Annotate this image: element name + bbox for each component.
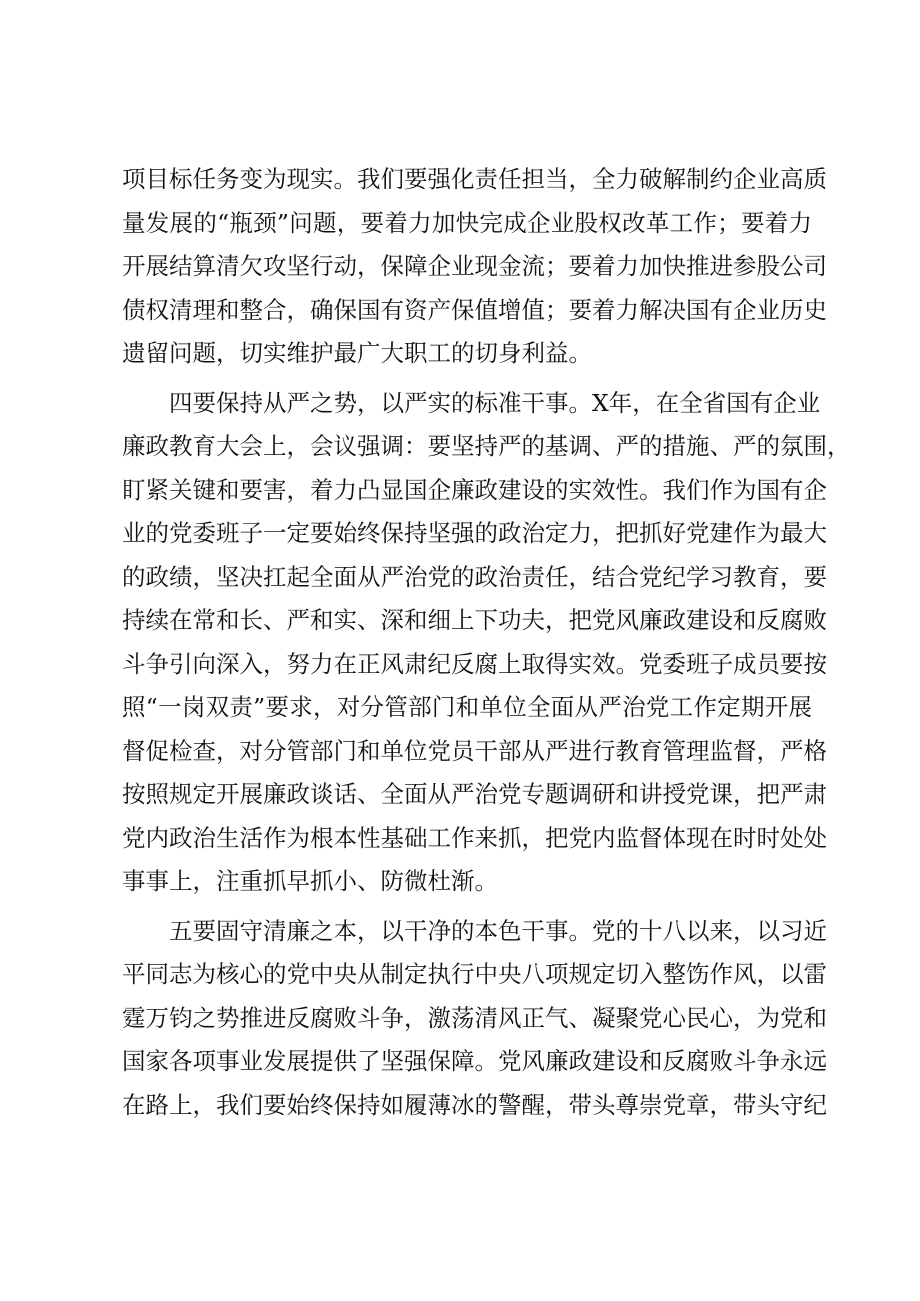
- text-line: 四要保持从严之势，以严实的标准干事。X年，在全省国有企业: [122, 388, 821, 417]
- text-line: 业的党委班子一定要始终保持坚强的政治定力，把抓好党建作为最大: [122, 519, 827, 547]
- text-line: 五要固守清廉之本，以干净的本色干事。党的十八以来，以习近: [122, 916, 827, 945]
- text-line: 遗留问题，切实维护最广大职工的切身利益。: [122, 339, 592, 367]
- text-line: 事事上，注重抓早抓小、防微杜渐。: [122, 867, 498, 895]
- text-line: 持续在常和长、严和实、深和细上下功夫，把党风廉政建设和反腐败: [122, 606, 827, 634]
- text-line: 在路上，我们要始终保持如履薄冰的警醒，带头尊崇党章，带头守纪: [122, 1090, 827, 1119]
- text-line: 廉政教育大会上，会议强调：要坚持严的基调、严的措施、严的氛围，: [122, 432, 851, 460]
- paragraph-3: [122, 910, 827, 1128]
- text-line: 的政绩，坚决扛起全面从严治党的政治责任，结合党纪学习教育，要: [122, 562, 827, 591]
- text-line: 平同志为核心的党中央从制定执行中央八项规定切入整饬作风，以雷: [122, 960, 827, 988]
- text-line: 开展结算清欠攻坚行动，保障企业现金流；要着力加快推进参股公司: [122, 252, 827, 280]
- text-line: 国家各项事业发展提供了坚强保障。党风廉政建设和反腐败斗争永远: [122, 1047, 827, 1075]
- text-line: 督促检查，对分管部门和单位党员干部从严进行教育管理监督，严格: [122, 736, 827, 765]
- text-line: 霆万钧之势推进反腐败斗争，激荡清风正气、凝聚党心民心，为党和: [122, 1003, 827, 1032]
- text-line: 党内政治生活作为根本性基础工作来抓，把党内监督体现在时时处处: [122, 823, 827, 852]
- text-line: 债权清理和整合，确保国有资产保值增值；要着力解决国有企业历史: [122, 295, 827, 324]
- paragraph-2: [122, 382, 851, 904]
- text-line: 斗争引向深入，努力在正风肃纪反腐上取得实效。党委班子成员要按: [122, 649, 827, 678]
- text-line: 盯紧关键和要害，着力凸显国企廉政建设的实效性。我们作为国有企: [122, 475, 827, 504]
- paragraph-1: [122, 158, 827, 376]
- text-line: 项目标任务变为现实。我们要强化责任担当，全力破解制约企业高质: [122, 165, 827, 193]
- text-line: 照“一岗双责”要求，对分管部门和单位全面从严治党工作定期开展: [122, 693, 812, 721]
- text-line: 按照规定开展廉政谈话、全面从严治党专题调研和讲授党课，把严肃: [122, 780, 827, 808]
- document-body: [122, 158, 851, 1127]
- text-line: 量发展的“瓶颈”问题，要着力加快完成企业股权改革工作；要着力: [122, 208, 812, 237]
